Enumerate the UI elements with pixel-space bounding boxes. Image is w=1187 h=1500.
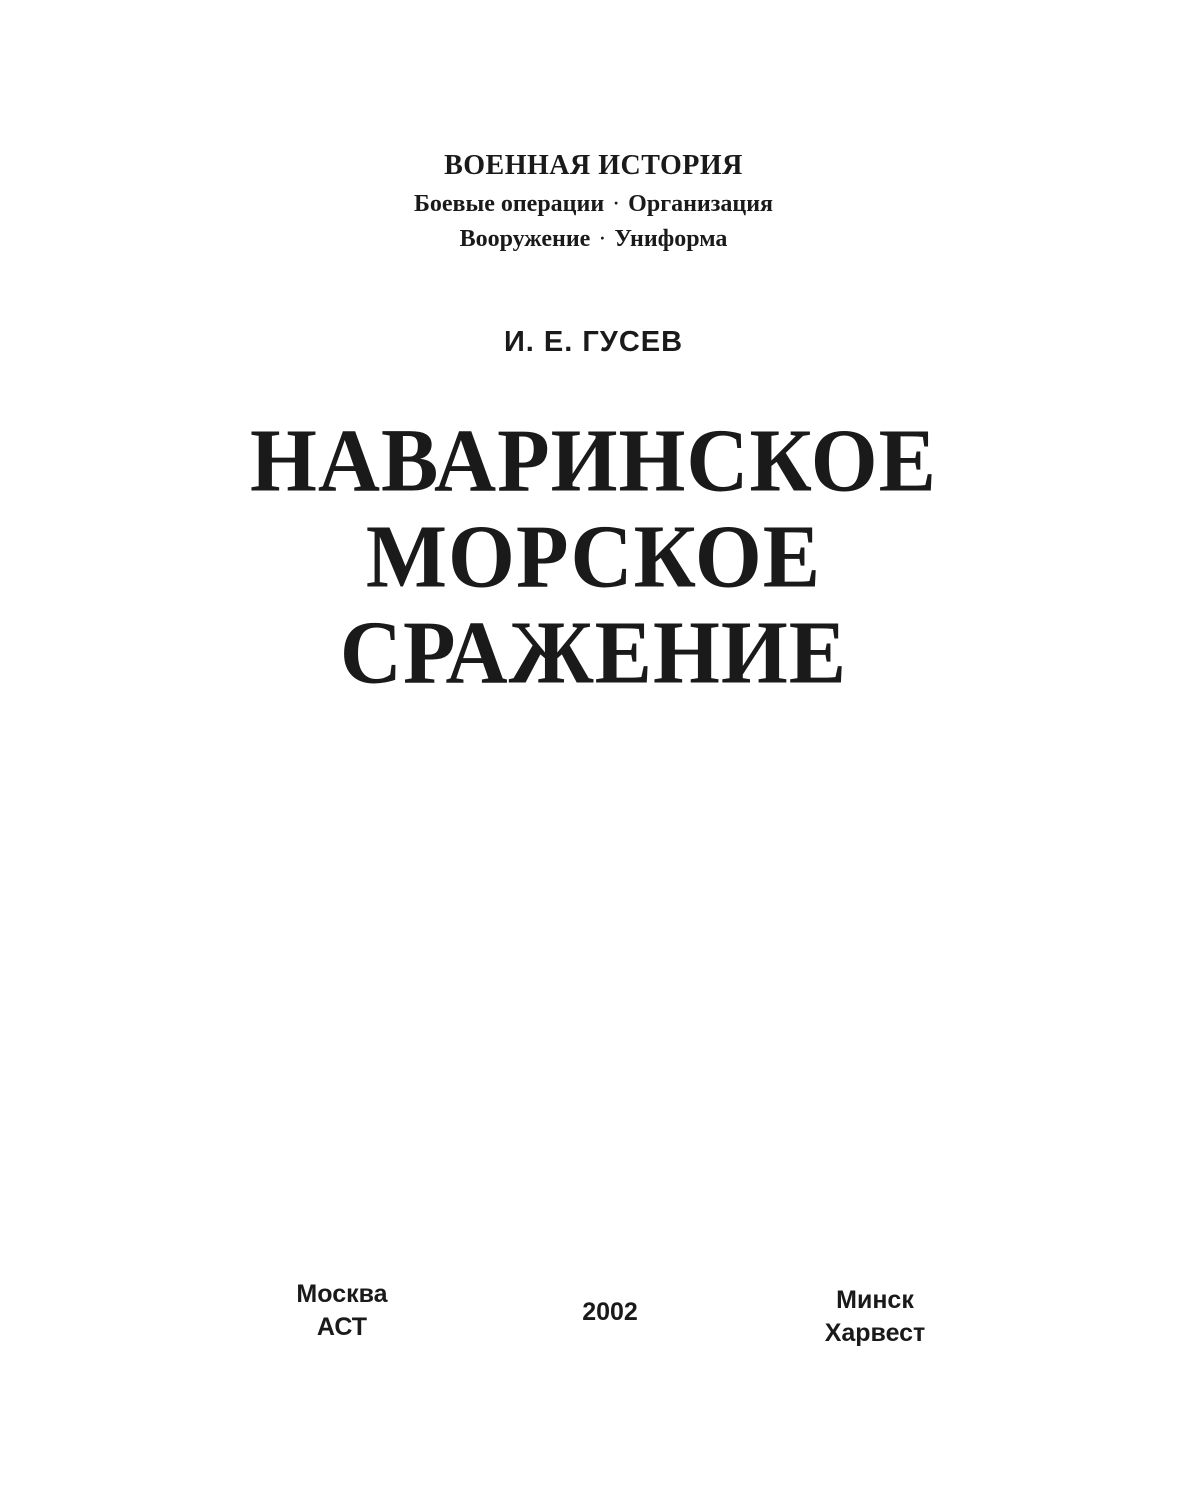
imprint-year: 2002 [582, 1298, 638, 1326]
book-title-line: СРАЖЕНИЕ [339, 601, 848, 703]
imprint-city: Минск [836, 1286, 914, 1314]
author-name: И. Е. ГУСЕВ [503, 326, 684, 358]
series-subject: Организация [628, 191, 774, 217]
series-title: ВОЕННАЯ ИСТОРИЯ [444, 150, 743, 181]
series-subjects-line-2 [0, 221, 1187, 256]
book-title-line: НАВАРИНСКОЕ [250, 409, 937, 511]
series-block [0, 146, 1187, 256]
imprint-publisher: Харвест [824, 1319, 926, 1347]
imprint-moscow [262, 1278, 422, 1344]
book-title-line: МОРСКОЕ [365, 505, 822, 607]
book-title [0, 409, 1187, 703]
imprint-publisher: АСТ [316, 1313, 368, 1341]
series-subject: Вооружение [459, 226, 591, 252]
imprint-city: Москва [296, 1280, 388, 1308]
imprint-minsk [795, 1284, 955, 1350]
series-separator: · [613, 193, 620, 213]
series-subjects-line-1 [0, 186, 1187, 221]
series-subject: Униформа [614, 226, 728, 252]
series-separator: · [599, 228, 606, 248]
series-subject: Боевые операции [413, 191, 605, 217]
